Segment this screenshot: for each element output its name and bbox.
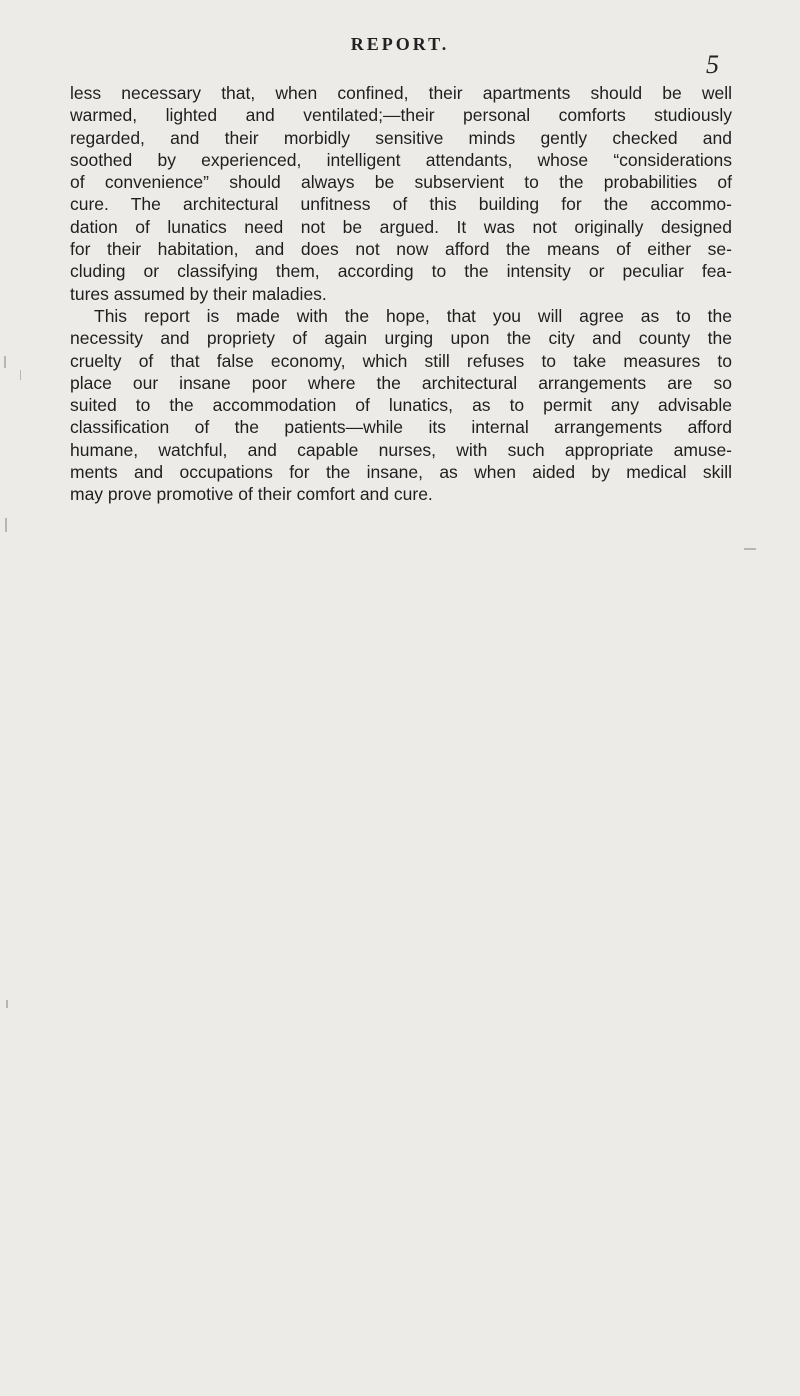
- text-line: less necessary that, when confined, their apartments should be well: [70, 83, 732, 103]
- text-line: humane, watchful, and capable nurses, with such appropriate amuse-: [70, 439, 732, 460]
- text-line: warmed, lighted and ventilated;—their personal comforts studiously: [70, 105, 732, 126]
- text-line: suited to the accommodation of lunatics, as to permit any advisable: [70, 395, 732, 416]
- text-line: soothed by experienced, intelligent attendants, whose “considerations: [70, 149, 732, 170]
- scan-speck: [744, 548, 756, 550]
- paragraph-end-line: may prove promotive of their comfort and cure.: [70, 484, 433, 505]
- scan-speck: [5, 518, 7, 532]
- scan-speck: [6, 1000, 8, 1008]
- scan-speck: [4, 356, 6, 368]
- text-line: cluding or classifying them, according to the intensity or peculiar fea-: [70, 261, 732, 282]
- text-line: necessity and propriety of again urging upon the city and county the: [70, 328, 732, 349]
- paragraph-end-line: tures assumed by their maladies.: [70, 283, 327, 304]
- text-line: cruelty of that false economy, which still refuses to take measures to: [70, 350, 732, 371]
- text-line: ments and occupations for the insane, as when aided by medical skill: [70, 462, 732, 483]
- body-text: [70, 82, 732, 506]
- text-line: place our insane poor where the architectural arrangements are so: [70, 372, 732, 393]
- page-number: 5: [706, 50, 719, 79]
- text-line: of convenience” should always be subservient to the probabilities of: [70, 172, 732, 193]
- scan-speck: [20, 370, 21, 380]
- text-line: This report is made with the hope, that you will agree as to the: [94, 305, 732, 326]
- text-line: classification of the patients—while its internal arrangements afford: [70, 417, 732, 438]
- text-line: cure. The architectural unfitness of this building for the accommo-: [70, 194, 732, 215]
- running-head: REPORT.: [350, 34, 450, 54]
- text-line: for their habitation, and does not now afford the means of either se-: [70, 239, 732, 260]
- text-line: regarded, and their morbidly sensitive minds gently checked and: [70, 127, 732, 148]
- text-line: dation of lunatics need not be argued. It was not originally designed: [70, 216, 732, 237]
